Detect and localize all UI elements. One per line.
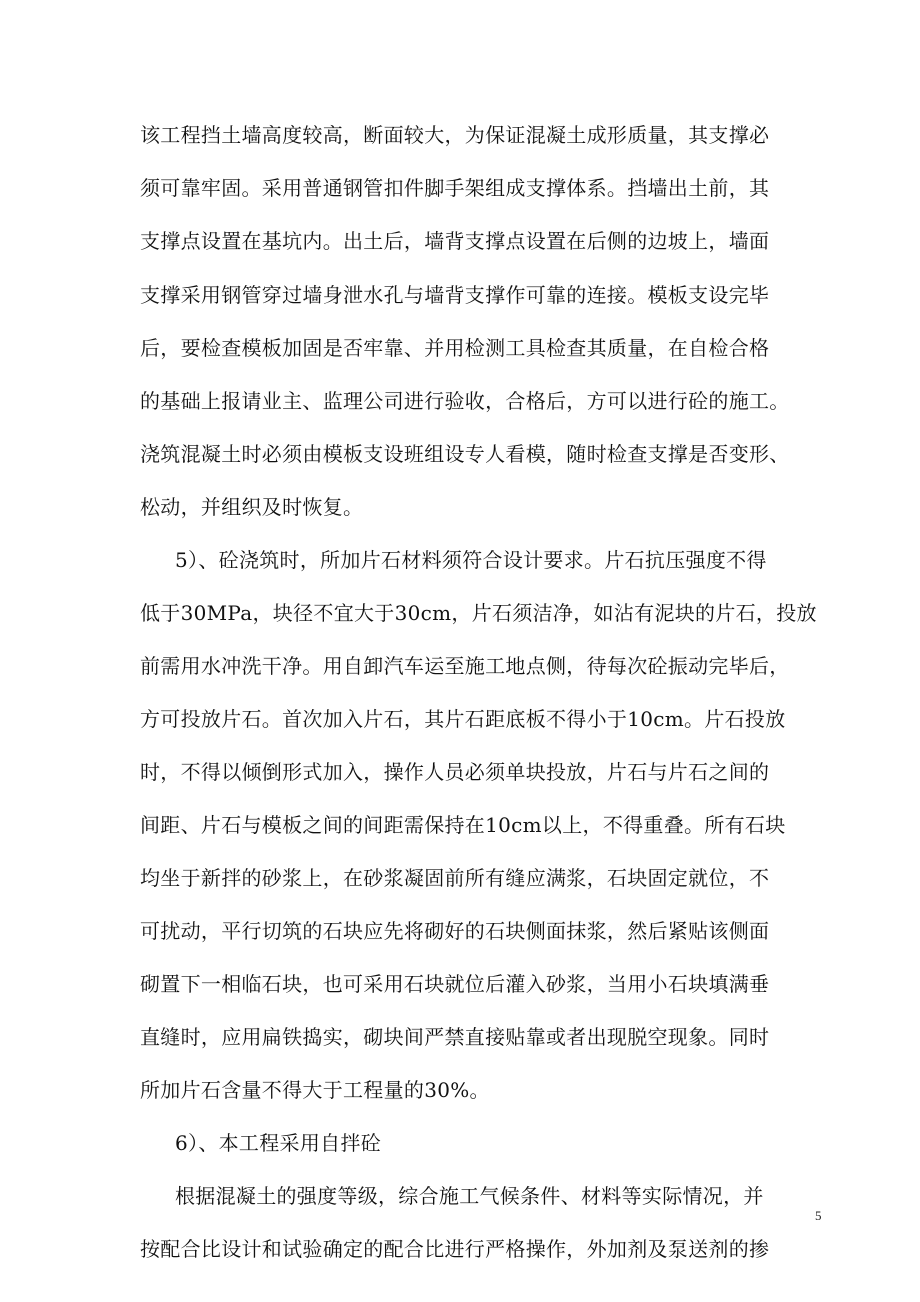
paragraph-line: 砌置下一相临石块，也可采用石块就位后灌入砂浆，当用小石块填满垂: [140, 972, 770, 996]
section-heading: 6）、本工程采用自拌砼: [175, 1131, 382, 1155]
paragraph-line: 根据混凝土的强度等级，综合施工气候条件、材料等实际情况，并: [175, 1184, 764, 1208]
paragraph-line: 支撑采用钢管穿过墙身泄水孔与墙背支撑作可靠的连接。模板支设完毕: [140, 283, 770, 307]
paragraph-line: 间距、片石与模板之间的间距需保持在10cm以上，不得重叠。所有石块: [140, 813, 786, 837]
paragraph-line: 的基础上报请业主、监理公司进行验收，合格后，方可以进行砼的施工。: [140, 389, 790, 413]
paragraph-line: 按配合比设计和试验确定的配合比进行严格操作，外加剂及泵送剂的掺: [140, 1237, 770, 1261]
paragraph-line: 支撑点设置在基坑内。出土后，墙背支撑点设置在后侧的边坡上，墙面: [140, 229, 770, 253]
paragraph-line: 所加片石含量不得大于工程量的30%。: [140, 1078, 490, 1102]
paragraph-line: 直缝时，应用扁铁捣实，砌块间严禁直接贴靠或者出现脱空现象。同时: [140, 1025, 770, 1049]
paragraph-line: 该工程挡土墙高度较高，断面较大，为保证混凝土成形质量，其支撑必: [140, 123, 770, 147]
paragraph-line: 时，不得以倾倒形式加入，操作人员必须单块投放，片石与片石之间的: [140, 760, 770, 784]
paragraph-line: 方可投放片石。首次加入片石，其片石距底板不得小于10cm。片石投放: [140, 707, 786, 731]
paragraph-line: 5）、砼浇筑时，所加片石材料须符合设计要求。片石抗压强度不得: [175, 548, 767, 572]
paragraph-line: 前需用水冲洗干净。用自卸汽车运至施工地点侧，待每次砼振动完毕后，: [140, 654, 790, 678]
paragraph-line: 后，要检查模板加固是否牢靠、并用检测工具检查其质量，在自检合格: [140, 336, 770, 360]
paragraph-line: 须可靠牢固。采用普通钢管扣件脚手架组成支撑体系。挡墙出土前，其: [140, 176, 770, 200]
paragraph-line: 松动，并组织及时恢复。: [140, 495, 364, 519]
paragraph-line: 均坐于新拌的砂浆上，在砂浆凝固前所有缝应满浆，石块固定就位，不: [140, 866, 770, 890]
paragraph-line: 浇筑混凝土时必须由模板支设班组设专人看模，随时检查支撑是否变形、: [140, 442, 790, 466]
page-number: 5: [815, 1208, 822, 1223]
paragraph-line: 低于30MPa，块径不宜大于30cm，片石须洁净，如沾有泥块的片石，投放: [140, 601, 817, 625]
paragraph-line: 可扰动，平行切筑的石块应先将砌好的石块侧面抹浆，然后紧贴该侧面: [140, 919, 770, 943]
